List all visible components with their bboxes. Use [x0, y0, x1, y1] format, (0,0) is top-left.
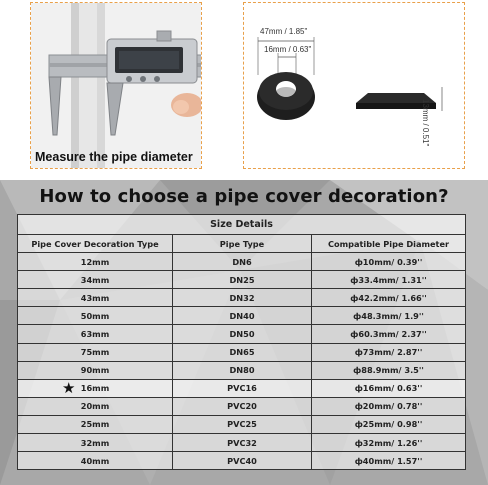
cell-pipe-diameter: ф42.2mm/ 1.66''	[312, 289, 466, 307]
column-header-pipe-type: Pipe Type	[173, 235, 312, 253]
cell-pipe-type: DN65	[173, 343, 312, 361]
cell-decoration-type: 34mm	[18, 271, 173, 289]
cell-pipe-diameter: ф25mm/ 0.98''	[312, 415, 466, 433]
cell-decoration-type: 50mm	[18, 307, 173, 325]
cell-pipe-type: DN50	[173, 325, 312, 343]
cell-pipe-diameter: ф48.3mm/ 1.9''	[312, 307, 466, 325]
cell-decoration-type: 90mm	[18, 361, 173, 379]
table-row	[18, 289, 466, 307]
cell-decoration-type: 40mm	[18, 452, 173, 470]
product-dimensions-panel	[243, 2, 465, 169]
table-row	[18, 434, 466, 452]
size-details-table	[17, 214, 466, 470]
cell-pipe-type: DN40	[173, 307, 312, 325]
cell-pipe-diameter: ф32mm/ 1.26''	[312, 434, 466, 452]
star-icon: ★	[62, 378, 76, 397]
table-row	[18, 415, 466, 433]
cell-pipe-diameter: ф60.3mm/ 2.37''	[312, 325, 466, 343]
cell-pipe-type: PVC25	[173, 415, 312, 433]
table-row	[18, 271, 466, 289]
cell-pipe-type: DN6	[173, 253, 312, 271]
cell-pipe-diameter: ф73mm/ 2.87''	[312, 343, 466, 361]
outer-diameter-label: 47mm / 1.85"	[260, 27, 308, 36]
table-row	[18, 307, 466, 325]
cell-decoration-type: 32mm	[18, 434, 173, 452]
column-header-diameter: Compatible Pipe Diameter	[312, 235, 466, 253]
cell-pipe-type: PVC16	[173, 379, 312, 397]
cell-pipe-diameter: ф88.9mm/ 3.5''	[312, 361, 466, 379]
table-row	[18, 325, 466, 343]
cell-pipe-type: PVC20	[173, 397, 312, 415]
cell-pipe-type: PVC32	[173, 434, 312, 452]
cell-decoration-type: 43mm	[18, 289, 173, 307]
table-row	[18, 343, 466, 361]
size-details-table-wrapper	[17, 214, 465, 470]
cell-decoration-type: 20mm	[18, 397, 173, 415]
cell-decoration-type	[18, 379, 173, 397]
caliper-caption: Measure the pipe diameter	[35, 150, 193, 164]
cell-decoration-type: 12mm	[18, 253, 173, 271]
caliper-photo-panel	[30, 2, 202, 169]
table-title: Size Details	[18, 215, 466, 235]
cell-decoration-type: 75mm	[18, 343, 173, 361]
cell-pipe-type: DN32	[173, 289, 312, 307]
cell-decoration-type: 63mm	[18, 325, 173, 343]
cell-decoration-type: 25mm	[18, 415, 173, 433]
cell-pipe-diameter: ф16mm/ 0.63''	[312, 379, 466, 397]
inner-diameter-label: 16mm / 0.63"	[264, 45, 312, 54]
table-row	[18, 253, 466, 271]
cell-pipe-type: DN80	[173, 361, 312, 379]
page-heading: How to choose a pipe cover decoration?	[39, 186, 449, 207]
caliper-measuring-pipe-illustration	[31, 3, 202, 169]
table-row	[18, 397, 466, 415]
cell-pipe-diameter: ф33.4mm/ 1.31''	[312, 271, 466, 289]
table-row	[18, 361, 466, 379]
height-label: 13mm / 0.51"	[421, 99, 430, 147]
table-row	[18, 452, 466, 470]
cell-text: 16mm	[80, 383, 110, 394]
column-header-type: Pipe Cover Decoration Type	[18, 235, 173, 253]
cell-pipe-type: DN25	[173, 271, 312, 289]
table-row	[18, 379, 466, 397]
cell-pipe-diameter: ф40mm/ 1.57''	[312, 452, 466, 470]
cell-pipe-diameter: ф10mm/ 0.39''	[312, 253, 466, 271]
cell-pipe-diameter: ф20mm/ 0.78''	[312, 397, 466, 415]
cell-pipe-type: PVC40	[173, 452, 312, 470]
